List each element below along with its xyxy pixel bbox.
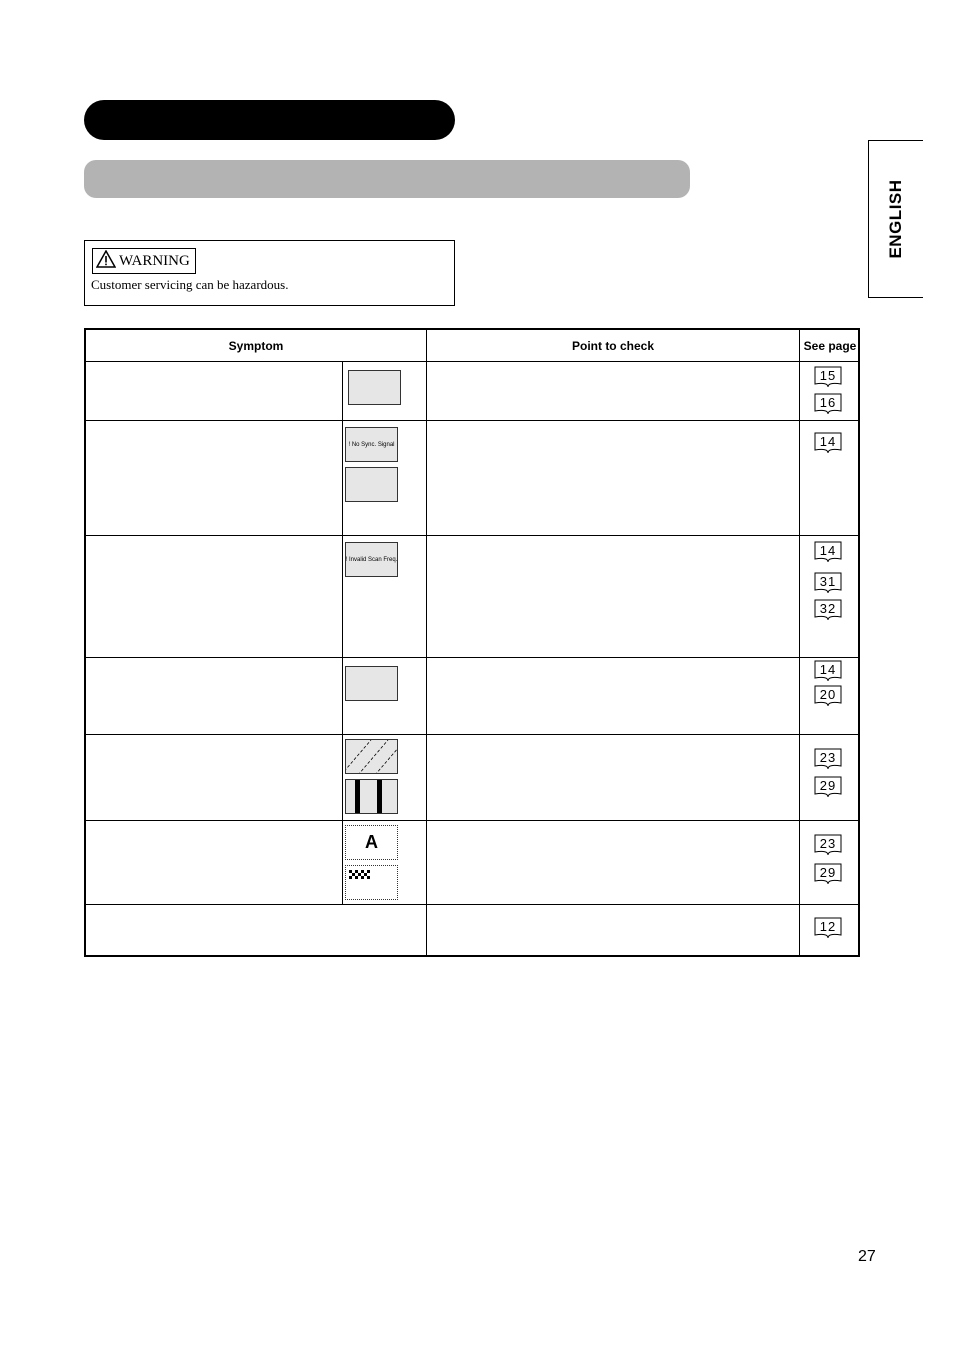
row-divider [86, 657, 858, 658]
row-divider [86, 820, 858, 821]
screen-illustration-invalid-scan [345, 542, 398, 577]
page-ref-book-icon [814, 863, 842, 885]
screen-message: ! Invalid Scan Freq. [345, 556, 398, 563]
column-header-point-to-check: Point to check [571, 338, 654, 353]
section-title-bar [84, 100, 455, 140]
page-ref-number: 12 [819, 919, 837, 934]
page-ref-number: 16 [819, 395, 837, 410]
screen-illustration-checker [345, 865, 398, 900]
language-tab-label: ENGLISH [886, 179, 905, 259]
warning-box [84, 240, 455, 306]
warning-label-text: WARNING [119, 252, 190, 269]
row-divider [86, 904, 858, 905]
column-header-see-page: See page [803, 338, 857, 353]
troubleshooting-table [84, 328, 860, 957]
page-ref-book-icon [814, 599, 842, 621]
warning-triangle-icon [96, 250, 116, 273]
page-ref-book-icon [814, 834, 842, 856]
page-ref-book-icon [814, 917, 842, 939]
screen-illustration-no-sync [345, 427, 398, 462]
page-ref-book-icon [814, 660, 842, 682]
screen-illustration-blank [348, 370, 401, 405]
page-ref-number: 29 [819, 778, 837, 793]
language-tab [868, 140, 923, 298]
row-divider [86, 420, 858, 421]
warning-label [92, 248, 196, 274]
page-ref-book-icon [814, 366, 842, 388]
page-ref-book-icon [814, 432, 842, 454]
page-ref-number: 20 [819, 687, 837, 702]
screen-letter: A [365, 832, 378, 852]
page-ref-number: 23 [819, 836, 837, 851]
row-divider [86, 734, 858, 735]
page-ref-book-icon [814, 393, 842, 415]
screen-illustration-vertical-bars [345, 779, 398, 814]
screen-illustration-blank [345, 467, 398, 502]
page-ref-number: 32 [819, 601, 837, 616]
page-ref-number: 31 [819, 574, 837, 589]
row-divider [86, 535, 858, 536]
screen-illustration-letter [345, 825, 398, 860]
column-header-symptom: Symptom [228, 338, 284, 353]
page-ref-number: 14 [819, 434, 837, 449]
page-ref-book-icon [814, 776, 842, 798]
warning-text: Customer servicing can be hazardous. [91, 277, 289, 292]
screen-illustration-blank [345, 666, 398, 701]
column-divider [799, 330, 800, 955]
screen-illustration-diagonal-noise [345, 739, 398, 774]
page-ref-book-icon [814, 748, 842, 770]
page-ref-number: 14 [819, 662, 837, 677]
page-number: 27 [858, 1248, 876, 1265]
column-divider [342, 361, 343, 904]
page-ref-book-icon [814, 541, 842, 563]
section-subtitle-bar [84, 160, 690, 198]
screen-message: ! No Sync. Signal [348, 441, 395, 448]
column-divider [426, 330, 427, 955]
page-ref-number: 23 [819, 750, 837, 765]
page-ref-book-icon [814, 572, 842, 594]
page-ref-number: 15 [819, 368, 837, 383]
page-ref-number: 29 [819, 865, 837, 880]
page-ref-book-icon [814, 685, 842, 707]
row-divider [86, 361, 858, 362]
page-ref-number: 14 [819, 543, 837, 558]
